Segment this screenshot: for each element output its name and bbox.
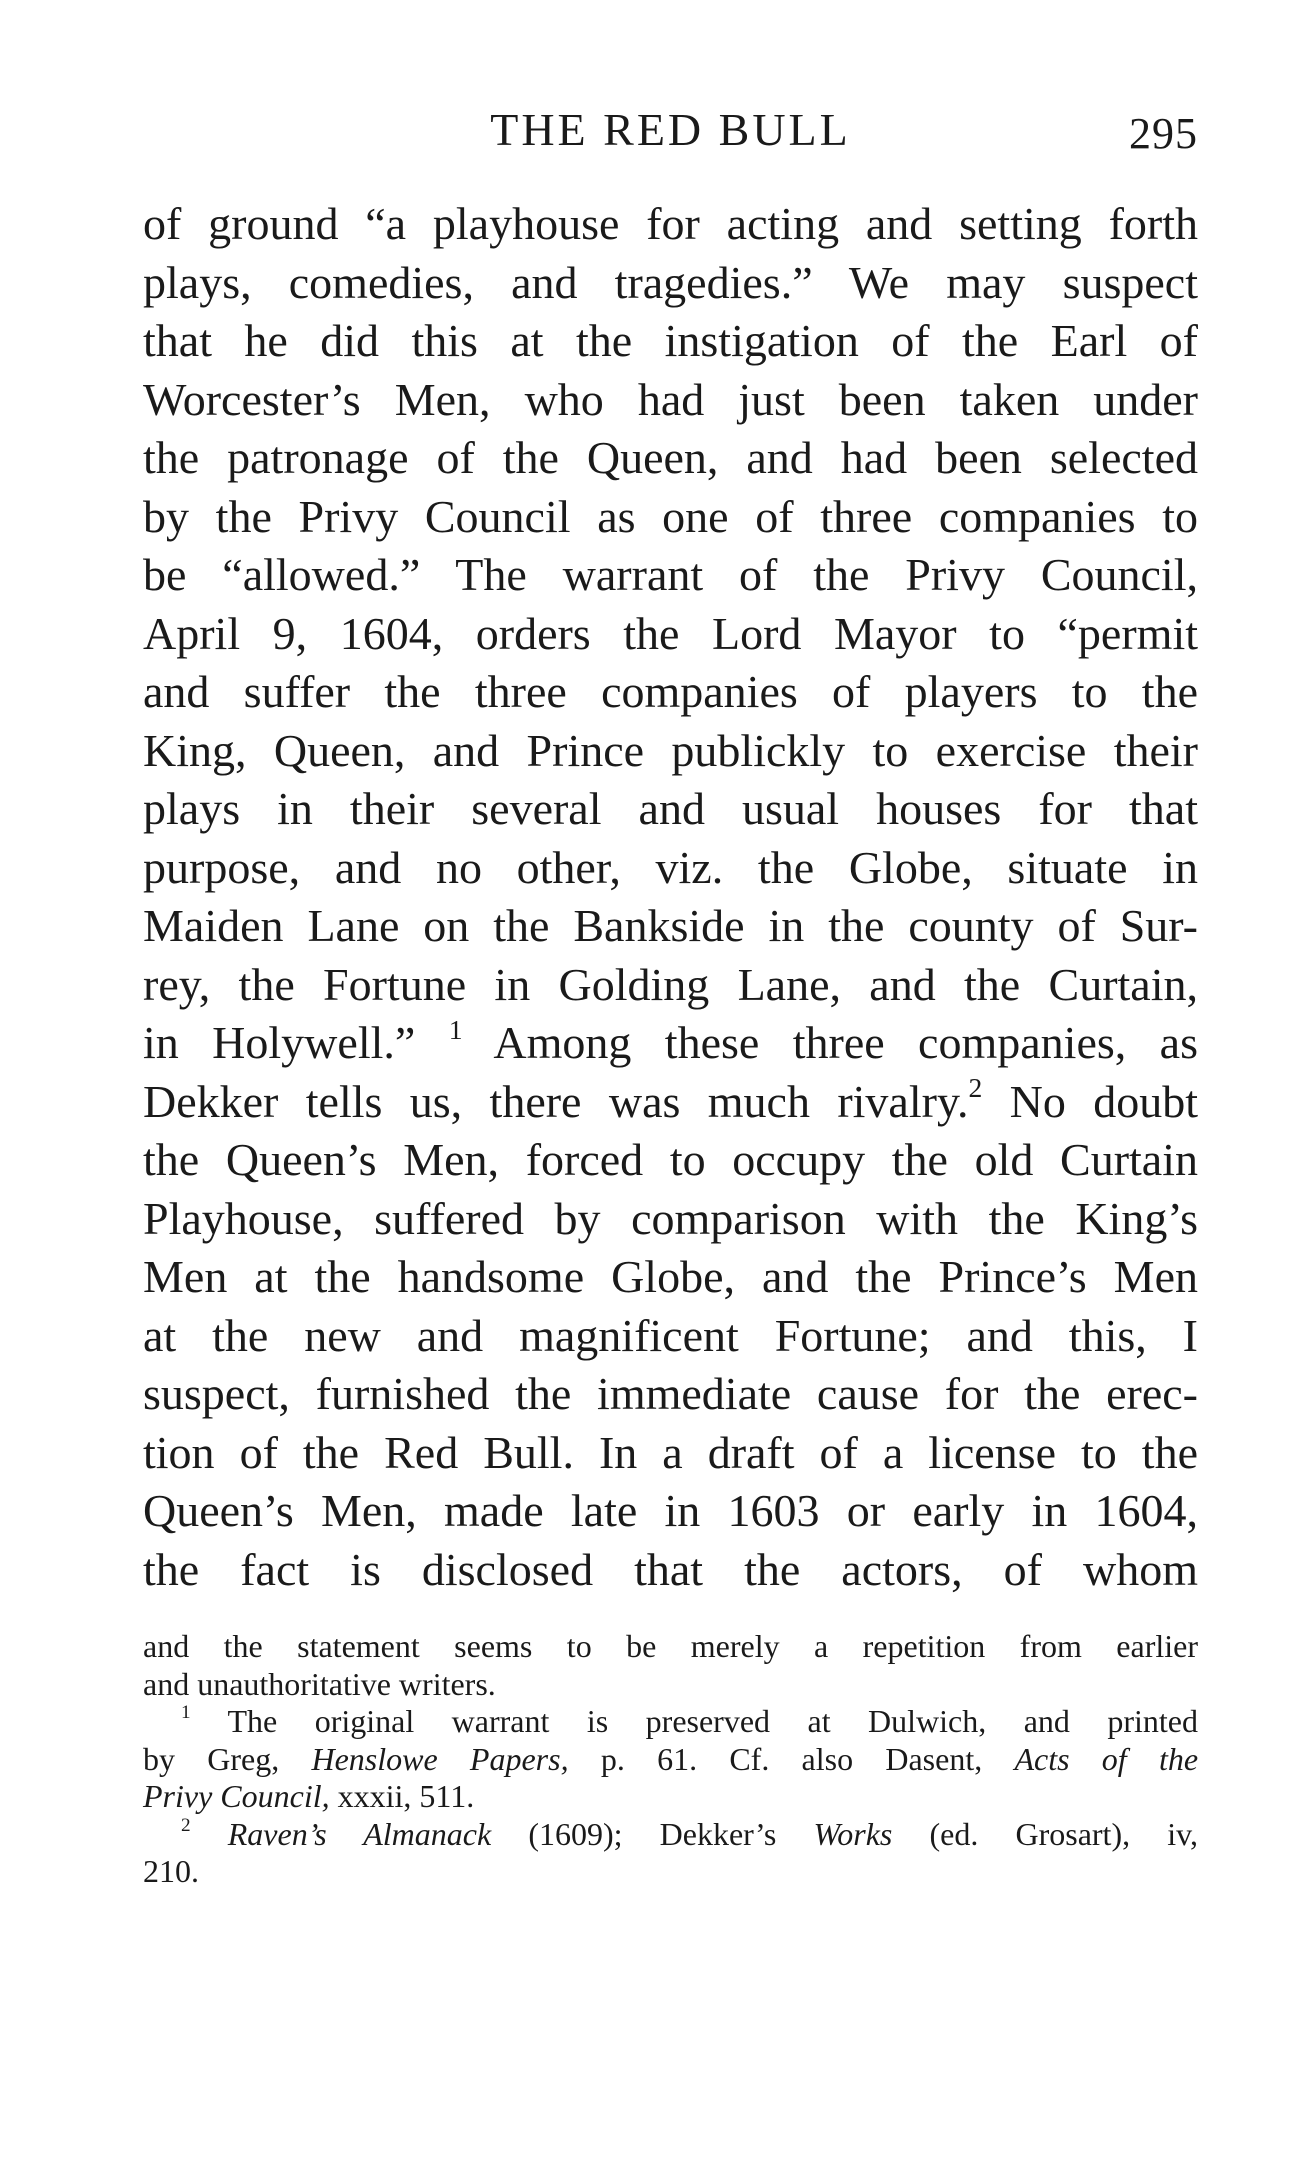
footnote-title: Privy Council,	[143, 1778, 330, 1814]
footnote-ref-2: 2	[968, 1072, 983, 1104]
footnote-text: The original warrant is preserved at Dulwich, and printed	[227, 1703, 1199, 1739]
footnote-1-line	[143, 1741, 1198, 1779]
body-line-part: in Holywell.”	[143, 1017, 416, 1068]
body-line: plays, comedies, and tragedies.” We may suspect	[143, 256, 1198, 308]
body-line: be “allowed.” The warrant of the Privy Council,	[143, 549, 1198, 600]
body-line: Worcester’s Men, who had just been taken under	[143, 373, 1198, 425]
footnote-text: xxxii, 511.	[337, 1778, 475, 1814]
footnote-1-line	[143, 1703, 1198, 1741]
page-number: 295	[1129, 109, 1198, 158]
body-line-with-footnote-ref	[143, 1073, 1198, 1132]
body-line-part: No doubt	[1009, 1075, 1199, 1127]
footnote-text: p. 61. Cf. also Dasent,	[600, 1740, 983, 1777]
footnote-2-line	[143, 1816, 1198, 1854]
footnote-2-line: 210.	[143, 1853, 199, 1889]
body-text	[143, 195, 1198, 1599]
footnote-title: Acts of the	[1014, 1740, 1199, 1777]
footnote-continuation-line: and the statement seems to be merely a repetition from earlier	[143, 1628, 1198, 1664]
footnotes	[143, 1628, 1198, 1891]
body-line: Maiden Lane on the Bankside in the county of Sur-	[143, 900, 1198, 951]
body-line: the fact is disclosed that the actors, of whom	[143, 1543, 1198, 1595]
body-line-with-footnote-ref	[143, 1014, 1198, 1073]
footnote-2-marker: 2	[181, 1814, 191, 1836]
body-line-part: Dekker tells us, there was much rivalry.	[143, 1075, 969, 1127]
footnote-1-marker: 1	[181, 1702, 191, 1724]
footnote-text: by Greg,	[143, 1740, 280, 1777]
body-line: purpose, and no other, viz. the Globe, situate in	[143, 841, 1198, 893]
footnote-title: Raven’s Almanack	[227, 1815, 492, 1852]
body-line: Queen’s Men, made late in 1603 or early in 1604,	[143, 1485, 1198, 1536]
footnote-continuation-line: and unauthoritative writers.	[143, 1665, 496, 1702]
body-line: Men at the handsome Globe, and the Prince’s Men	[143, 1251, 1198, 1302]
footnote-title: Henslowe Papers,	[311, 1740, 569, 1777]
body-line: at the new and magnificent Fortune; and this, I	[143, 1309, 1198, 1361]
body-line: and suffer the three companies of players to the	[143, 666, 1198, 717]
footnote-text: (ed. Grosart), iv,	[929, 1815, 1199, 1852]
body-line-part: Among these three companies, as	[493, 1017, 1198, 1068]
body-line: the patronage of the Queen, and had been selected	[143, 432, 1198, 483]
body-line: that he did this at the instigation of the Earl of	[143, 315, 1198, 366]
body-line: King, Queen, and Prince publickly to exercise their	[143, 724, 1198, 776]
body-line: by the Privy Council as one of three companies to	[143, 490, 1198, 542]
running-head	[143, 100, 1198, 160]
body-line: of ground “a playhouse for acting and setting forth	[143, 198, 1198, 249]
body-line: plays in their several and usual houses for that	[143, 783, 1198, 834]
body-line: tion of the Red Bull. In a draft of a license to the	[143, 1426, 1198, 1478]
body-line: rey, the Fortune in Golding Lane, and the Curtain,	[143, 958, 1198, 1010]
body-line: the Queen’s Men, forced to occupy the old Curtain	[143, 1134, 1198, 1185]
body-line: suspect, furnished the immediate cause for the erec-	[143, 1368, 1198, 1419]
footnote-ref-1: 1	[448, 1013, 463, 1045]
running-title: THE RED BULL	[490, 104, 851, 155]
footnote-text: (1609); Dekker’s	[528, 1815, 777, 1852]
body-line: Playhouse, suffered by comparison with the King’s	[143, 1192, 1198, 1244]
footnote-title: Works	[813, 1815, 893, 1852]
footnote-1-line	[143, 1778, 1198, 1816]
body-line: April 9, 1604, orders the Lord Mayor to “permit	[143, 607, 1198, 659]
